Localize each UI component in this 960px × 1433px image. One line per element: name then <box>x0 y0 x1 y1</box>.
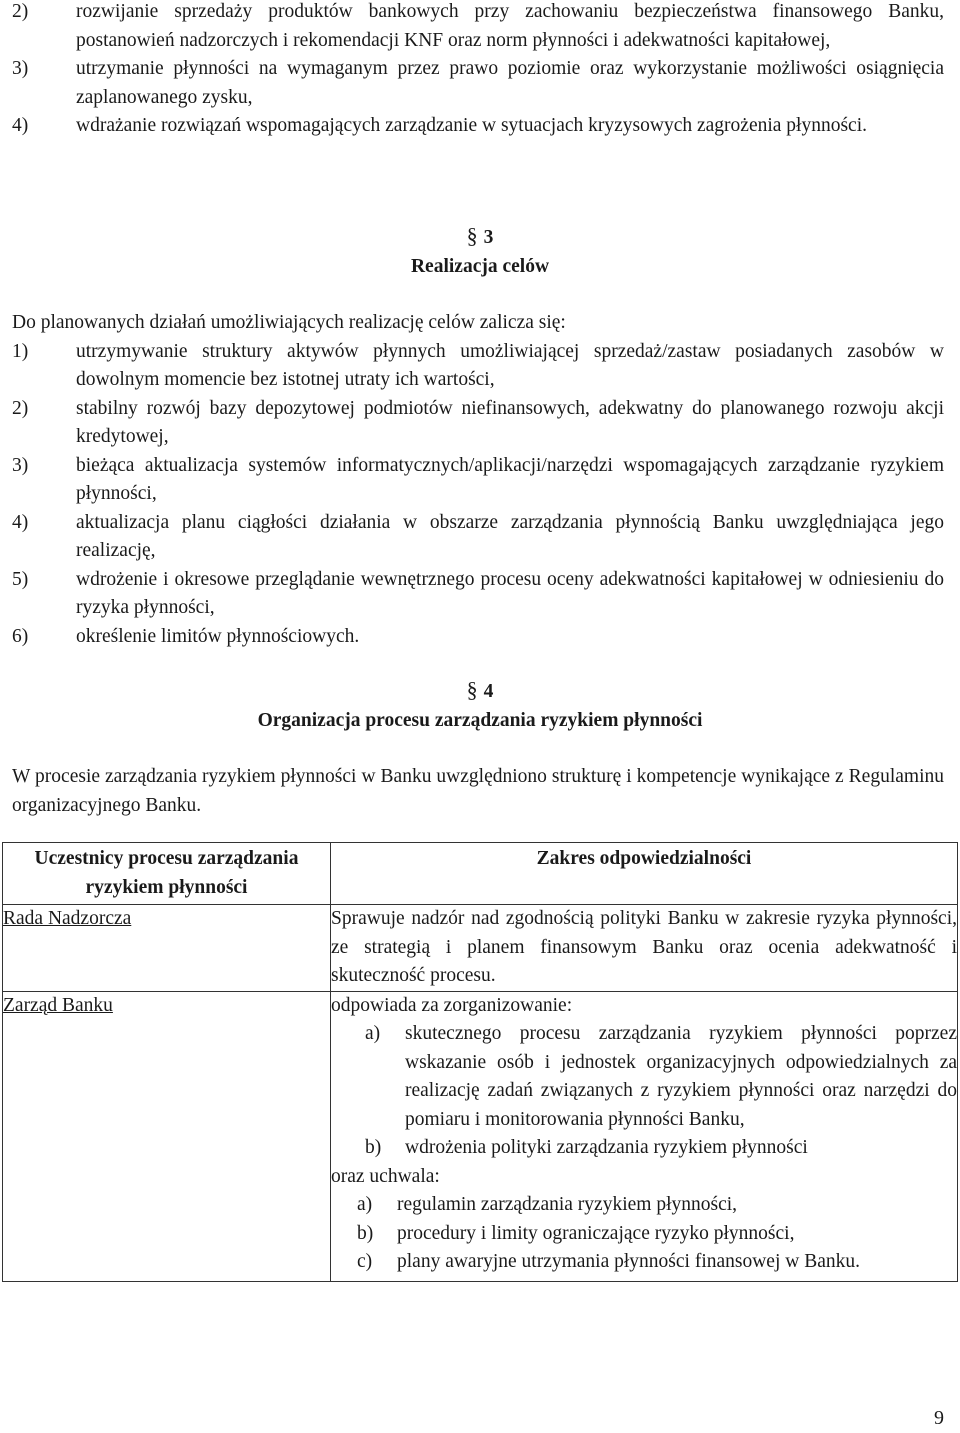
list-item: 3) bieżąca aktualizacja systemów informatycznych/aplikacji/narzędzi wspomagających zarządzanie ryzykiem płynności, <box>12 454 944 504</box>
list-item: b) wdrożenia polityki zarządzania ryzykiem płynności <box>365 1137 808 1158</box>
table-header-row <box>3 843 958 905</box>
section-title: Organizacja procesu zarządzania ryzykiem płynności <box>257 709 703 731</box>
page-number: 9 <box>934 1407 944 1429</box>
participant-name: Zarząd Banku <box>3 994 113 1016</box>
list-item: 4) aktualizacja planu ciągłości działania w obszarze zarządzania płynnością Banku uwzględniająca jego realizację, <box>12 511 944 561</box>
list-item <box>0 0 960 55</box>
responsibility-intro-2: oraz uchwala: <box>331 1165 440 1187</box>
list-text: wdrażanie rozwiązań wspomagających zarządzanie w sytuacjach kryzysowych zagrożenia płynności. <box>76 115 867 136</box>
list-item: a) regulamin zarządzania ryzykiem płynności, <box>357 1194 738 1215</box>
responsibility-table <box>2 842 958 1282</box>
section-intro: W procesie zarządzania ryzykiem płynności w Banku uwzględniono strukturę i kompetencje wynikające z Regulaminu organizacyjnego Banku. <box>12 766 944 816</box>
list-text: utrzymanie płynności na wymaganym przez prawo poziomie oraz wykorzystanie możliwości osiągnięcia zaplanowanego zysku, <box>76 58 944 108</box>
list-item: a) skutecznego procesu zarządzania ryzykiem płynności poprzez wskazanie osób i jednostek organizacyjnych odpowiedzialnych za realizację zadań związanych z ryzykiem płynności oraz narzędzi do pomiaru i monitorowania płynności Banku, <box>365 1023 957 1130</box>
list-text: rozwijanie sprzedaży produktów bankowych przy zachowaniu bezpieczeństwa finansowego Banku, postanowień nadzorczych i rekomendacji KNF oraz norm płynności i adekwatności kapitałowej, <box>76 1 944 51</box>
responsibility-intro: odpowiada za zorganizowanie: <box>331 994 573 1016</box>
section-number: § 3 <box>466 223 494 248</box>
list-item: 5) wdrożenie i okresowe przeglądanie wewnętrznego procesu oceny adekwatności kapitałowej w odniesieniu do ryzyka płynności, <box>12 568 944 618</box>
section-4 <box>0 676 960 820</box>
list-item: 1) utrzymywanie struktury aktywów płynnych umożliwiającej sprzedaż/zastaw posiadanych zasobów w dowolnym momencie bez istotnej utraty ich wartości, <box>12 340 944 390</box>
list-item: 2) stabilny rozwój bazy depozytowej podmiotów niefinansowych, adekwatny do planowanego rozwoju akcji kredytowej, <box>12 397 944 447</box>
section-symbol: § <box>466 677 478 702</box>
section-title: Realizacja celów <box>410 255 550 277</box>
section-intro: Do planowanych działań umożliwiających realizację celów zalicza się: <box>12 312 566 333</box>
list-item: c) plany awaryjne utrzymania płynności finansowej w Banku. <box>357 1251 861 1272</box>
column-header: Zakres odpowiedzialności <box>331 843 958 905</box>
responsibility-text: Sprawuje nadzór nad zgodnością polityki Banku w zakresie ryzyka płynności, ze strategią i planem finansowym Banku oraz ocenia adekwatność i skuteczność procesu. <box>331 908 957 986</box>
column-header: Uczestnicy procesu zarządzania ryzykiem płynności <box>3 843 331 905</box>
section-3 <box>0 222 960 651</box>
list-item <box>0 112 960 141</box>
table-row <box>3 905 958 992</box>
list-number: 2) <box>12 1 29 22</box>
list-item: 6) określenie limitów płynnościowych. <box>12 625 360 647</box>
top-list <box>0 0 960 141</box>
list-item <box>0 55 960 112</box>
list-number: 3) <box>12 58 29 79</box>
table-row <box>3 991 958 1281</box>
participant-name: Rada Nadzorcza <box>3 908 132 929</box>
section-symbol: § <box>466 223 478 248</box>
list-number: 4) <box>12 115 29 136</box>
section-number: § 4 <box>466 677 494 702</box>
list-item: b) procedury i limity ograniczające ryzyko płynności, <box>357 1222 795 1244</box>
